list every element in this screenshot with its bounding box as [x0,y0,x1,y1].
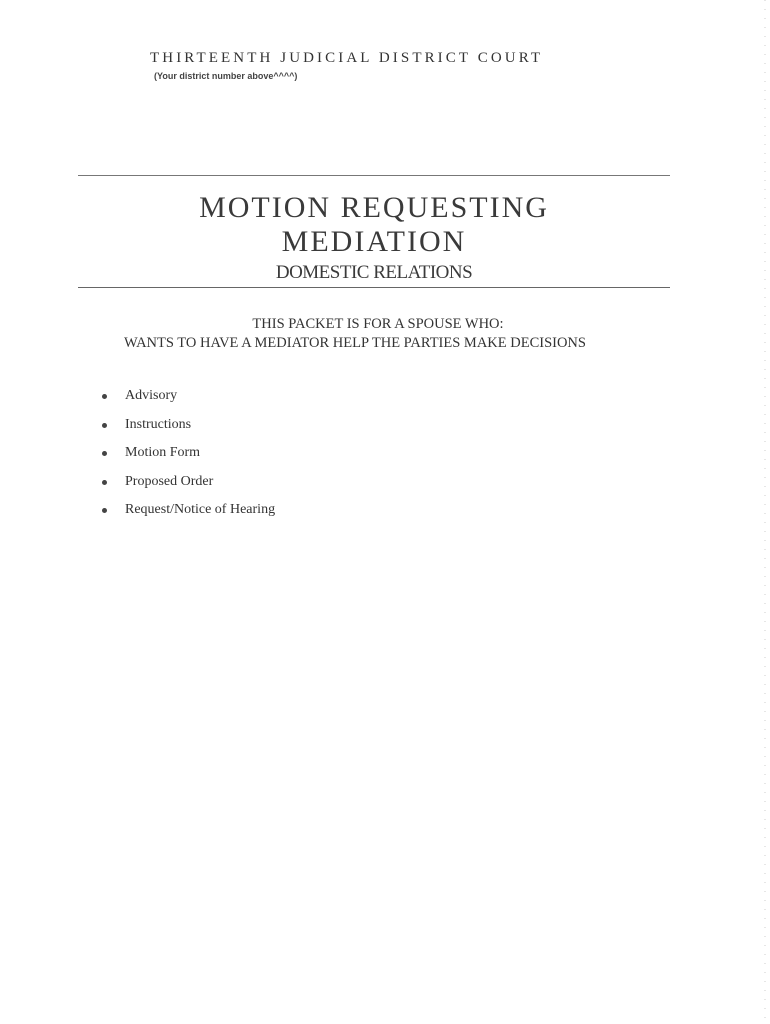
list-item-label: Instructions [125,416,192,432]
scan-edge-marks [764,0,766,1024]
bullet-icon [102,480,107,485]
list-item-label: Proposed Order [125,473,214,489]
packet-contents-list [100,388,275,531]
document-title-line-1: MOTION REQUESTING [199,191,549,224]
bullet-icon [102,394,107,399]
list-item [100,502,275,531]
list-item [100,388,275,417]
bullet-icon [102,423,107,428]
list-item-label: Request/Notice of Hearing [125,502,276,517]
list-item [100,445,275,474]
court-name: THIRTEENTH JUDICIAL DISTRICT COURT [150,50,544,66]
bullet-icon [102,508,107,513]
list-item [100,474,275,503]
district-number-note: (Your district number above^^^^) [154,71,298,81]
packet-heading: THIS PACKET IS FOR A SPOUSE WHO: [252,316,504,332]
list-item-label: Motion Form [125,445,201,460]
packet-description: WANTS TO HAVE A MEDIATOR HELP THE PARTIES MAKE DECISIONS [124,335,586,351]
title-bottom-rule [78,287,670,288]
list-item-label: Advisory [125,388,178,403]
bullet-icon [102,451,107,456]
title-top-rule [78,175,670,176]
list-item [100,417,275,446]
document-subtitle: DOMESTIC RELATIONS [275,262,473,283]
document-title-line-2: MEDIATION [281,225,467,258]
